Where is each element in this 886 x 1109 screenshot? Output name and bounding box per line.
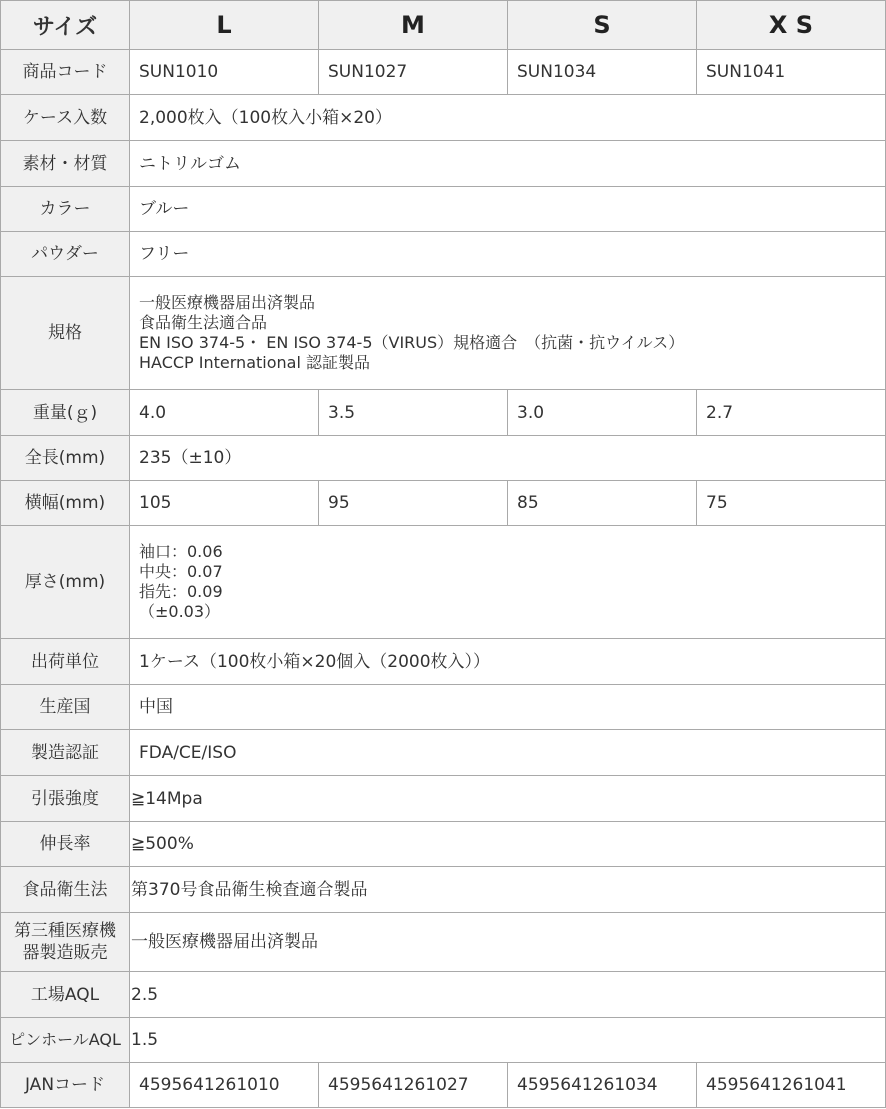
cell-value: 75 xyxy=(697,481,886,526)
cell-value xyxy=(130,526,886,639)
row-material xyxy=(1,141,886,187)
cell-value xyxy=(130,277,886,390)
header-size-m: M xyxy=(319,1,508,50)
row-food-sanitation xyxy=(1,867,886,913)
cell-value: 4595641261034 xyxy=(508,1063,697,1108)
row-pinhole-aql xyxy=(1,1018,886,1063)
cell-value: 1ケース（100枚小箱×20個入（2000枚入）） xyxy=(130,639,886,685)
cell-value: 105 xyxy=(130,481,319,526)
cell-value: ≧500% xyxy=(130,822,886,867)
header-size-s: S xyxy=(508,1,697,50)
row-label: 出荷単位 xyxy=(1,639,130,685)
cell-value: SUN1010 xyxy=(130,50,319,95)
row-label: 全長(mm) xyxy=(1,436,130,481)
row-origin xyxy=(1,685,886,730)
cell-value: 95 xyxy=(319,481,508,526)
cell-value: 第370号食品衛生検査適合製品 xyxy=(130,867,886,913)
cell-value: ブルー xyxy=(130,187,886,232)
cell-value: 2.5 xyxy=(130,972,886,1018)
row-label: 伸長率 xyxy=(1,822,130,867)
row-width xyxy=(1,481,886,526)
header-size-xs: X S xyxy=(697,1,886,50)
row-standard xyxy=(1,277,886,390)
row-label: 工場AQL xyxy=(1,972,130,1018)
cell-value: 1.5 xyxy=(130,1018,886,1063)
row-label: ケース入数 xyxy=(1,95,130,141)
row-elongation xyxy=(1,822,886,867)
row-length xyxy=(1,436,886,481)
row-label: ピンホールAQL xyxy=(1,1018,130,1063)
row-label: パウダー xyxy=(1,232,130,277)
cell-value: 4.0 xyxy=(130,390,319,436)
thickness-line: 中央：0.07 xyxy=(139,562,223,581)
row-powder xyxy=(1,232,886,277)
row-label: 商品コード xyxy=(1,50,130,95)
cell-value: 3.0 xyxy=(508,390,697,436)
cell-value: FDA/CE/ISO xyxy=(130,730,886,776)
row-label: 生産国 xyxy=(1,685,130,730)
cell-value: ニトリルゴム xyxy=(130,141,886,187)
row-factory-aql xyxy=(1,972,886,1018)
cell-value: 85 xyxy=(508,481,697,526)
header-size-l: L xyxy=(130,1,319,50)
standard-line: HACCP International 認証製品 xyxy=(139,353,370,372)
row-jan-code xyxy=(1,1063,886,1108)
cell-value: 2.7 xyxy=(697,390,886,436)
thickness-line: 袖口：0.06 xyxy=(139,542,223,561)
row-label: 重量(ｇ) xyxy=(1,390,130,436)
row-label: JANコード xyxy=(1,1063,130,1108)
row-label: 規格 xyxy=(1,277,130,390)
cell-value: SUN1034 xyxy=(508,50,697,95)
standard-line: 一般医療機器届出済製品 xyxy=(139,293,316,312)
row-label: 横幅(mm) xyxy=(1,481,130,526)
row-label: 厚さ(mm) xyxy=(1,526,130,639)
row-label-line: 第三種医療機 xyxy=(14,921,116,941)
cell-value: 4595641261010 xyxy=(130,1063,319,1108)
row-color xyxy=(1,187,886,232)
row-medical-device xyxy=(1,913,886,972)
cell-value: SUN1041 xyxy=(697,50,886,95)
row-product-code xyxy=(1,50,886,95)
cell-value: SUN1027 xyxy=(319,50,508,95)
row-label: 引張強度 xyxy=(1,776,130,822)
cell-value: 235（±10） xyxy=(130,436,886,481)
row-label xyxy=(1,913,130,972)
cell-value: 2,000枚入（100枚入小箱×20） xyxy=(130,95,886,141)
header-size-label: サイズ xyxy=(1,1,130,50)
cell-value: フリー xyxy=(130,232,886,277)
thickness-line: （±0.03） xyxy=(139,602,221,621)
row-weight xyxy=(1,390,886,436)
row-certification xyxy=(1,730,886,776)
cell-value: ≧14Mpa xyxy=(130,776,886,822)
thickness-line: 指先：0.09 xyxy=(139,582,223,601)
row-label: 製造認証 xyxy=(1,730,130,776)
header-row xyxy=(1,1,886,50)
row-shipping-unit xyxy=(1,639,886,685)
row-thickness xyxy=(1,526,886,639)
row-case-count xyxy=(1,95,886,141)
row-tensile xyxy=(1,776,886,822)
standard-line: 食品衛生法適合品 xyxy=(139,313,268,332)
row-label: 食品衛生法 xyxy=(1,867,130,913)
row-label: カラー xyxy=(1,187,130,232)
cell-value: 中国 xyxy=(130,685,886,730)
row-label-line: 器製造販売 xyxy=(22,943,108,963)
cell-value: 4595641261041 xyxy=(697,1063,886,1108)
cell-value: 3.5 xyxy=(319,390,508,436)
row-label: 素材・材質 xyxy=(1,141,130,187)
cell-value: 4595641261027 xyxy=(319,1063,508,1108)
standard-line: EN ISO 374-5・ EN ISO 374-5（VIRUS）規格適合 （抗菌・抗ウイルス） xyxy=(139,333,685,352)
cell-value: 一般医療機器届出済製品 xyxy=(130,913,886,972)
